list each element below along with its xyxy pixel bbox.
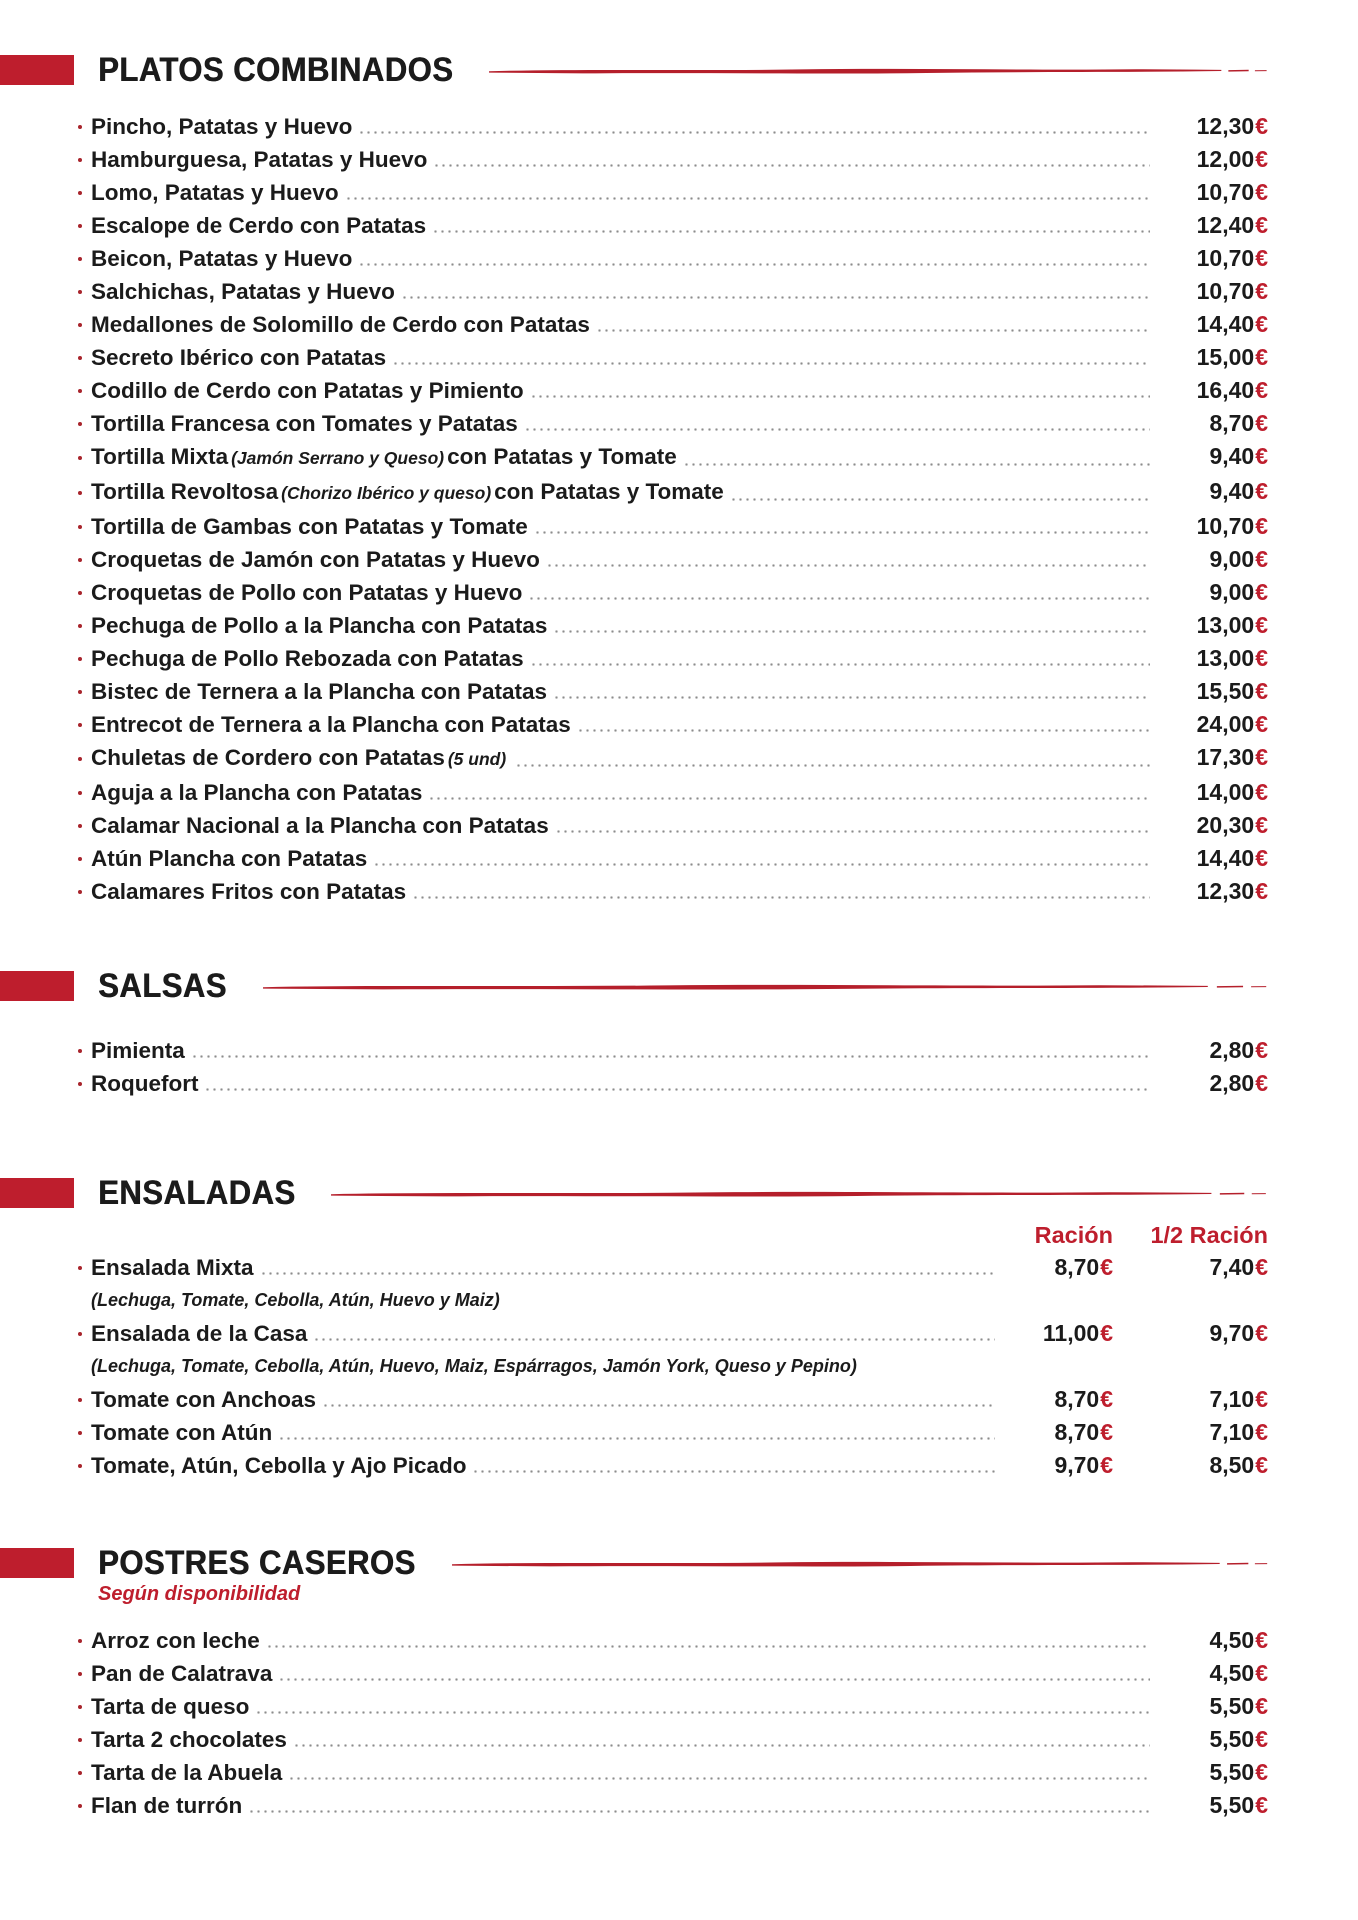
menu-item-row bbox=[78, 675, 1268, 708]
menu-item-row bbox=[78, 440, 1268, 475]
item-name: Pincho, Patatas y Huevo bbox=[91, 114, 353, 139]
section-header bbox=[0, 49, 1358, 90]
menu-item-row bbox=[78, 110, 1268, 143]
menu-item-row bbox=[78, 776, 1268, 809]
dotted-leader bbox=[278, 1437, 995, 1440]
section-platos-combinados bbox=[0, 49, 1358, 908]
item-name: Arroz con leche bbox=[91, 1628, 260, 1653]
euro-sign: € bbox=[1255, 278, 1268, 304]
item-price: 8,70€ bbox=[1054, 1419, 1113, 1445]
item-name: Medallones de Solomillo de Cerdo con Patatas bbox=[91, 312, 590, 337]
item-note: (5 und) bbox=[447, 749, 507, 769]
item-name: Codillo de Cerdo con Patatas y Pimiento bbox=[91, 378, 524, 403]
dotted-leader bbox=[345, 197, 1150, 200]
dotted-leader bbox=[546, 564, 1150, 567]
dotted-leader bbox=[730, 498, 1150, 501]
bullet-dot-icon bbox=[78, 890, 82, 894]
dotted-leader bbox=[534, 531, 1150, 534]
menu-item-row bbox=[78, 708, 1268, 741]
euro-sign: € bbox=[1255, 513, 1268, 539]
euro-sign: € bbox=[1255, 1759, 1268, 1785]
euro-sign: € bbox=[1255, 1320, 1268, 1346]
item-price: 10,70€ bbox=[1196, 278, 1268, 304]
bullet-dot-icon bbox=[78, 690, 82, 694]
euro-sign: € bbox=[1255, 377, 1268, 403]
menu-item-row bbox=[78, 176, 1268, 209]
dotted-leader bbox=[577, 729, 1150, 732]
menu-item-row bbox=[78, 407, 1268, 440]
item-price-half: 7,10€ bbox=[1209, 1419, 1268, 1445]
item-name: Pan de Calatrava bbox=[91, 1661, 273, 1686]
section-divider-line bbox=[452, 1557, 1270, 1570]
menu-item-row bbox=[78, 875, 1268, 908]
item-price: 9,00€ bbox=[1209, 579, 1268, 605]
section-postres-caseros bbox=[0, 1542, 1358, 1822]
item-price: 4,50€ bbox=[1209, 1627, 1268, 1653]
euro-sign: € bbox=[1255, 678, 1268, 704]
item-price: 13,00€ bbox=[1196, 645, 1268, 671]
bullet-dot-icon bbox=[78, 125, 82, 129]
item-price: 12,30€ bbox=[1196, 113, 1268, 139]
item-price: 5,50€ bbox=[1209, 1693, 1268, 1719]
item-price: 2,80€ bbox=[1209, 1037, 1268, 1063]
item-name: Tarta de queso bbox=[91, 1694, 250, 1719]
euro-sign: € bbox=[1100, 1452, 1113, 1478]
bullet-dot-icon bbox=[78, 1398, 82, 1402]
euro-sign: € bbox=[1255, 179, 1268, 205]
item-price: 14,40€ bbox=[1196, 311, 1268, 337]
item-price: 9,70€ bbox=[1054, 1452, 1113, 1478]
bullet-dot-icon bbox=[78, 290, 82, 294]
menu-item-row bbox=[78, 1723, 1268, 1756]
bullet-dot-icon bbox=[78, 824, 82, 828]
menu-item-row bbox=[78, 576, 1268, 609]
menu-item-row bbox=[78, 1789, 1268, 1822]
euro-sign: € bbox=[1255, 546, 1268, 572]
dotted-leader bbox=[358, 131, 1150, 134]
item-name: Hamburguesa, Patatas y Huevo bbox=[91, 147, 428, 172]
menu-item-row bbox=[78, 1317, 1268, 1383]
section-title: ENSALADAS bbox=[98, 1172, 296, 1213]
bullet-dot-icon bbox=[78, 491, 82, 495]
item-name: Beicon, Patatas y Huevo bbox=[91, 246, 353, 271]
item-name: Tortilla Revoltosa (Chorizo Ibérico y queso) con Patatas y Tomate bbox=[91, 479, 724, 504]
menu-item-row bbox=[78, 609, 1268, 642]
section-title: POSTRES CASEROS bbox=[98, 1542, 416, 1583]
bullet-dot-icon bbox=[78, 857, 82, 861]
bullet-dot-icon bbox=[78, 356, 82, 360]
item-name: Salchichas, Patatas y Huevo bbox=[91, 279, 395, 304]
dotted-leader bbox=[596, 329, 1150, 332]
menu-item-row bbox=[78, 1067, 1268, 1100]
item-price: 20,30€ bbox=[1196, 812, 1268, 838]
item-name: Flan de turrón bbox=[91, 1793, 243, 1818]
item-name: Calamar Nacional a la Plancha con Patatas bbox=[91, 813, 549, 838]
item-price: 9,40€ bbox=[1209, 443, 1268, 469]
item-price: 13,00€ bbox=[1196, 612, 1268, 638]
menu-item-row bbox=[78, 1657, 1268, 1690]
section-divider-line bbox=[263, 980, 1270, 993]
bullet-dot-icon bbox=[78, 1049, 82, 1053]
item-price: 5,50€ bbox=[1209, 1759, 1268, 1785]
euro-sign: € bbox=[1255, 113, 1268, 139]
item-price: 9,00€ bbox=[1209, 546, 1268, 572]
item-price: 2,80€ bbox=[1209, 1070, 1268, 1096]
dotted-leader bbox=[293, 1744, 1150, 1747]
section-header bbox=[0, 1172, 1358, 1213]
bullet-dot-icon bbox=[78, 1464, 82, 1468]
section-divider-line bbox=[489, 64, 1270, 77]
item-note: (Jamón Serrano y Queso) bbox=[231, 448, 445, 468]
euro-sign: € bbox=[1255, 344, 1268, 370]
item-name: Pechuga de Pollo a la Plancha con Patatas bbox=[91, 613, 548, 638]
bullet-dot-icon bbox=[78, 1672, 82, 1676]
euro-sign: € bbox=[1255, 1627, 1268, 1653]
item-price: 8,70€ bbox=[1209, 410, 1268, 436]
bullet-dot-icon bbox=[78, 1705, 82, 1709]
dotted-leader bbox=[555, 830, 1150, 833]
euro-sign: € bbox=[1255, 744, 1268, 770]
euro-sign: € bbox=[1255, 1386, 1268, 1412]
euro-sign: € bbox=[1255, 212, 1268, 238]
euro-sign: € bbox=[1255, 146, 1268, 172]
item-name: Atún Plancha con Patatas bbox=[91, 846, 368, 871]
item-price-half: 7,10€ bbox=[1209, 1386, 1268, 1412]
dotted-leader bbox=[322, 1404, 995, 1407]
item-price: 17,30€ bbox=[1196, 744, 1268, 770]
euro-sign: € bbox=[1255, 1452, 1268, 1478]
item-name: Bistec de Ternera a la Plancha con Patatas bbox=[91, 679, 548, 704]
dotted-leader bbox=[255, 1711, 1150, 1714]
item-price: 14,40€ bbox=[1196, 845, 1268, 871]
bullet-dot-icon bbox=[78, 323, 82, 327]
item-name: Pimienta bbox=[91, 1038, 185, 1063]
section-ensaladas bbox=[0, 1172, 1358, 1482]
menu-item-row bbox=[78, 1690, 1268, 1723]
euro-sign: € bbox=[1255, 1070, 1268, 1096]
item-name: Ensalada de la Casa bbox=[91, 1321, 308, 1346]
euro-sign: € bbox=[1255, 878, 1268, 904]
bullet-dot-icon bbox=[78, 191, 82, 195]
euro-sign: € bbox=[1255, 812, 1268, 838]
dotted-leader bbox=[528, 597, 1150, 600]
euro-sign: € bbox=[1255, 443, 1268, 469]
euro-sign: € bbox=[1255, 1726, 1268, 1752]
menu-item-row bbox=[78, 275, 1268, 308]
euro-sign: € bbox=[1255, 1254, 1268, 1280]
section-subtitle: Según disponibilidad bbox=[98, 1583, 301, 1605]
dotted-leader bbox=[432, 230, 1150, 233]
bullet-dot-icon bbox=[78, 158, 82, 162]
dotted-leader bbox=[313, 1338, 995, 1341]
item-name: Escalope de Cerdo con Patatas bbox=[91, 213, 427, 238]
menu-item-row bbox=[78, 143, 1268, 176]
item-price: 16,40€ bbox=[1196, 377, 1268, 403]
item-price: 24,00€ bbox=[1196, 711, 1268, 737]
section-header bbox=[0, 965, 1358, 1006]
dotted-leader bbox=[278, 1678, 1150, 1681]
menu-item-row bbox=[78, 741, 1268, 776]
euro-sign: € bbox=[1255, 779, 1268, 805]
section-divider-line bbox=[331, 1187, 1270, 1200]
euro-sign: € bbox=[1255, 1792, 1268, 1818]
euro-sign: € bbox=[1255, 245, 1268, 271]
item-price: 14,00€ bbox=[1196, 779, 1268, 805]
dotted-leader bbox=[553, 696, 1150, 699]
dotted-leader bbox=[373, 863, 1150, 866]
dotted-leader bbox=[683, 463, 1150, 466]
section-title: SALSAS bbox=[98, 965, 227, 1006]
bullet-dot-icon bbox=[78, 224, 82, 228]
column-media-racion: 1/2 Ración bbox=[1150, 1222, 1268, 1248]
bullet-dot-icon bbox=[78, 1771, 82, 1775]
bullet-dot-icon bbox=[78, 456, 82, 460]
euro-sign: € bbox=[1255, 612, 1268, 638]
dotted-leader bbox=[530, 395, 1150, 398]
item-name: Croquetas de Pollo con Patatas y Huevo bbox=[91, 580, 523, 605]
bullet-dot-icon bbox=[78, 525, 82, 529]
bullet-dot-icon bbox=[78, 1082, 82, 1086]
red-accent-block bbox=[0, 1178, 74, 1208]
bullet-dot-icon bbox=[78, 624, 82, 628]
bullet-dot-icon bbox=[78, 1738, 82, 1742]
menu-item-row bbox=[78, 341, 1268, 374]
euro-sign: € bbox=[1255, 1693, 1268, 1719]
menu-item-row bbox=[78, 209, 1268, 242]
dotted-leader bbox=[358, 263, 1150, 266]
menu-item-row bbox=[78, 842, 1268, 875]
item-ingredients: (Lechuga, Tomate, Cebolla, Atún, Huevo y Maiz) bbox=[91, 1290, 500, 1310]
dotted-leader bbox=[530, 663, 1150, 666]
menu-item-row bbox=[78, 308, 1268, 341]
dotted-leader bbox=[433, 164, 1150, 167]
bullet-dot-icon bbox=[78, 1639, 82, 1643]
menu-item-row bbox=[78, 1416, 1268, 1449]
item-price: 8,70€ bbox=[1054, 1254, 1113, 1280]
item-name: Croquetas de Jamón con Patatas y Huevo bbox=[91, 547, 540, 572]
item-list bbox=[78, 1034, 1268, 1100]
euro-sign: € bbox=[1100, 1320, 1113, 1346]
menu-item-row bbox=[78, 1251, 1268, 1317]
dotted-leader bbox=[204, 1088, 1150, 1091]
dotted-leader bbox=[428, 797, 1150, 800]
dotted-leader bbox=[515, 764, 1150, 767]
bullet-dot-icon bbox=[78, 757, 82, 761]
euro-sign: € bbox=[1255, 410, 1268, 436]
euro-sign: € bbox=[1100, 1254, 1113, 1280]
section-salsas bbox=[0, 965, 1358, 1100]
menu-item-row bbox=[78, 510, 1268, 543]
item-price: 9,40€ bbox=[1209, 478, 1268, 504]
euro-sign: € bbox=[1255, 478, 1268, 504]
item-price: 10,70€ bbox=[1196, 513, 1268, 539]
item-price: 5,50€ bbox=[1209, 1726, 1268, 1752]
item-price: 8,70€ bbox=[1054, 1386, 1113, 1412]
item-price: 11,00€ bbox=[1042, 1320, 1113, 1346]
menu-item-row bbox=[78, 242, 1268, 275]
item-price-half: 8,50€ bbox=[1209, 1452, 1268, 1478]
bullet-dot-icon bbox=[78, 1431, 82, 1435]
item-note: (Chorizo Ibérico y queso) bbox=[281, 483, 492, 503]
item-name: Tortilla Francesa con Tomates y Patatas bbox=[91, 411, 518, 436]
euro-sign: € bbox=[1255, 311, 1268, 337]
menu-item-row bbox=[78, 475, 1268, 510]
section-title: PLATOS COMBINADOS bbox=[98, 49, 454, 90]
bullet-dot-icon bbox=[78, 1804, 82, 1808]
dotted-leader bbox=[553, 630, 1150, 633]
item-price: 12,30€ bbox=[1196, 878, 1268, 904]
item-price: 4,50€ bbox=[1209, 1660, 1268, 1686]
bullet-dot-icon bbox=[78, 1332, 82, 1336]
bullet-dot-icon bbox=[78, 723, 82, 727]
red-accent-block bbox=[0, 1548, 74, 1578]
item-name: Pechuga de Pollo Rebozada con Patatas bbox=[91, 646, 524, 671]
item-price-half: 7,40€ bbox=[1209, 1254, 1268, 1280]
dotted-leader bbox=[524, 428, 1150, 431]
menu-item-row bbox=[78, 1383, 1268, 1416]
item-name: Aguja a la Plancha con Patatas bbox=[91, 780, 423, 805]
dotted-leader bbox=[248, 1810, 1150, 1813]
menu-item-row bbox=[78, 642, 1268, 675]
item-name: Tortilla Mixta (Jamón Serrano y Queso) con Patatas y Tomate bbox=[91, 444, 677, 469]
price-column-headers bbox=[0, 1221, 1268, 1249]
euro-sign: € bbox=[1255, 845, 1268, 871]
item-list bbox=[78, 110, 1268, 908]
item-name: Tomate, Atún, Cebolla y Ajo Picado bbox=[91, 1453, 467, 1478]
bullet-dot-icon bbox=[78, 257, 82, 261]
euro-sign: € bbox=[1255, 1037, 1268, 1063]
item-name: Calamares Fritos con Patatas bbox=[91, 879, 407, 904]
item-price: 15,50€ bbox=[1196, 678, 1268, 704]
bullet-dot-icon bbox=[78, 558, 82, 562]
euro-sign: € bbox=[1255, 1660, 1268, 1686]
item-name: Entrecot de Ternera a la Plancha con Patatas bbox=[91, 712, 571, 737]
item-price: 5,50€ bbox=[1209, 1792, 1268, 1818]
bullet-dot-icon bbox=[78, 791, 82, 795]
item-name: Ensalada Mixta bbox=[91, 1255, 254, 1280]
item-name: Chuletas de Cordero con Patatas (5 und) bbox=[91, 745, 507, 770]
item-list bbox=[78, 1624, 1268, 1822]
bullet-dot-icon bbox=[78, 657, 82, 661]
euro-sign: € bbox=[1100, 1386, 1113, 1412]
bullet-dot-icon bbox=[78, 1266, 82, 1270]
euro-sign: € bbox=[1100, 1419, 1113, 1445]
item-price-half: 9,70€ bbox=[1209, 1320, 1268, 1346]
item-name: Tortilla de Gambas con Patatas y Tomate bbox=[91, 514, 528, 539]
item-price: 15,00€ bbox=[1196, 344, 1268, 370]
item-price: 10,70€ bbox=[1196, 179, 1268, 205]
bullet-dot-icon bbox=[78, 389, 82, 393]
dotted-leader bbox=[266, 1645, 1150, 1648]
euro-sign: € bbox=[1255, 645, 1268, 671]
item-name: Tarta de la Abuela bbox=[91, 1760, 283, 1785]
section-header bbox=[0, 1542, 1358, 1583]
menu-item-row bbox=[78, 1449, 1268, 1482]
item-price: 12,40€ bbox=[1196, 212, 1268, 238]
bullet-dot-icon bbox=[78, 591, 82, 595]
dotted-leader bbox=[260, 1272, 995, 1275]
menu-item-row bbox=[78, 543, 1268, 576]
item-price: 10,70€ bbox=[1196, 245, 1268, 271]
red-accent-block bbox=[0, 55, 74, 85]
item-name: Tarta 2 chocolates bbox=[91, 1727, 287, 1752]
menu-item-row bbox=[78, 1034, 1268, 1067]
euro-sign: € bbox=[1255, 711, 1268, 737]
item-name: Tomate con Atún bbox=[91, 1420, 273, 1445]
bullet-dot-icon bbox=[78, 422, 82, 426]
menu-item-row bbox=[78, 1624, 1268, 1657]
euro-sign: € bbox=[1255, 1419, 1268, 1445]
dotted-leader bbox=[191, 1055, 1150, 1058]
red-accent-block bbox=[0, 971, 74, 1001]
menu-item-row bbox=[78, 1756, 1268, 1789]
item-list bbox=[78, 1251, 1268, 1482]
dotted-leader bbox=[472, 1470, 995, 1473]
dotted-leader bbox=[392, 362, 1150, 365]
dotted-leader bbox=[401, 296, 1150, 299]
item-name: Lomo, Patatas y Huevo bbox=[91, 180, 339, 205]
item-ingredients: (Lechuga, Tomate, Cebolla, Atún, Huevo, Maiz, Espárragos, Jamón York, Queso y Pepino) bbox=[91, 1356, 857, 1376]
menu-item-row bbox=[78, 374, 1268, 407]
dotted-leader bbox=[412, 896, 1150, 899]
item-name: Tomate con Anchoas bbox=[91, 1387, 317, 1412]
menu-item-row bbox=[78, 809, 1268, 842]
dotted-leader bbox=[288, 1777, 1150, 1780]
item-name: Roquefort bbox=[91, 1071, 199, 1096]
item-name: Secreto Ibérico con Patatas bbox=[91, 345, 387, 370]
column-racion: Ración bbox=[1034, 1222, 1113, 1248]
euro-sign: € bbox=[1255, 579, 1268, 605]
item-price: 12,00€ bbox=[1196, 146, 1268, 172]
